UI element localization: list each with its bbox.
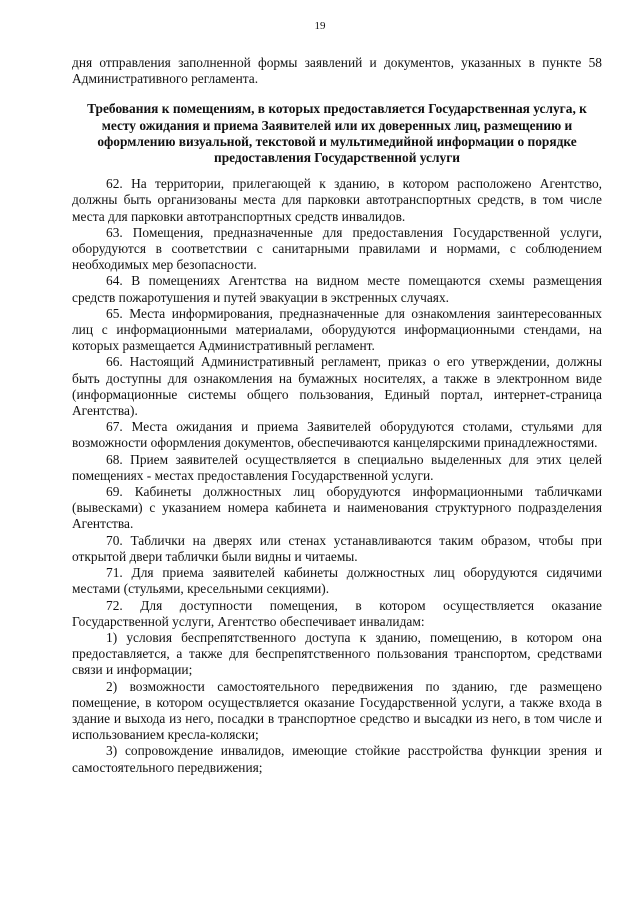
- intro-paragraph: дня отправления заполненной формы заявлений и документов, указанных в пункте 58 Административного регламента.: [72, 55, 602, 87]
- paragraph-65: 65. Места информирования, предназначенные для ознакомления заинтересованных лиц с информационными материалами, оборудуются информационными стендами, на которых размещается Административный регламент.: [72, 305, 602, 354]
- paragraph-62: 62. На территории, прилегающей к зданию, в котором расположено Агентство, должны быть организованы места для парковки автотранспортных средств, в том числе места для парковки автотранспортных средств инвалидов.: [72, 176, 602, 224]
- paragraph-64: 64. В помещениях Агентства на видном месте помещаются схемы размещения средств пожаротушения и путей эвакуации в экстренных случаях.: [72, 273, 602, 305]
- paragraph-67: 67. Места ожидания и приема Заявителей оборудуются столами, стульями для возможности оформления документов, обеспечиваются канцелярскими принадлежностями.: [72, 419, 602, 451]
- page-number: 19: [314, 20, 326, 32]
- paragraph-list: [72, 176, 602, 776]
- paragraph-72-item-1: 1) условия беспрепятственного доступа к зданию, помещению, в котором она предоставляется, а также для беспрепятственного пользования транспортом, средствами связи и информации;: [72, 629, 602, 678]
- paragraph-71: 71. Для приема заявителей кабинеты должностных лиц оборудуются сидячими местами (стульями, кресельными секциями).: [72, 565, 602, 597]
- paragraph-72: 72. Для доступности помещения, в котором осуществляется оказание Государственной услуги, Агентство обеспечивает инвалидам:: [72, 597, 602, 629]
- paragraph-70: 70. Таблички на дверях или стенах устанавливаются таким образом, чтобы при открытой двери таблички были видны и читаемы.: [72, 532, 602, 564]
- paragraph-66: 66. Настоящий Административный регламент, приказ о его утверждении, должны быть доступны для ознакомления на бумажных носителях, а также в электронном виде (информационные системы общего пользования, Единый портал, интернет-страница Агентства).: [72, 354, 602, 419]
- paragraph-63: 63. Помещения, предназначенные для предоставления Государственной услуги, оборудуются в соответствии с санитарными правилами и нормами, с соблюдением необходимых мер безопасности.: [72, 224, 602, 273]
- paragraph-68: 68. Прием заявителей осуществляется в специально выделенных для этих целей помещениях - местах предоставления Государственной услуги.: [72, 451, 602, 483]
- section-heading: Требования к помещениям, в которых предоставляется Государственная услуга, к месту ожидания и приема Заявителей или их доверенных лиц, размещению и оформлению визуальной, текстовой и мультимедийной информации о порядке предоставления Государственной услуги: [87, 101, 587, 166]
- paragraph-72-item-3: 3) сопровождение инвалидов, имеющие стойкие расстройства функции зрения и самостоятельного передвижения;: [72, 743, 602, 775]
- page-content: [72, 55, 602, 776]
- paragraph-69: 69. Кабинеты должностных лиц оборудуются информационными табличками (вывесками) с указанием номера кабинета и наименования структурного подразделения Агентства.: [72, 484, 602, 532]
- paragraph-72-item-2: 2) возможности самостоятельного передвижения по зданию, где размещено помещение, в котором осуществляется оказание Государственной услуги, а также входа в здание и выхода из него, посадки в транспортное средство и высадки из него, в том числе и использованием кресла-коляски;: [72, 678, 602, 743]
